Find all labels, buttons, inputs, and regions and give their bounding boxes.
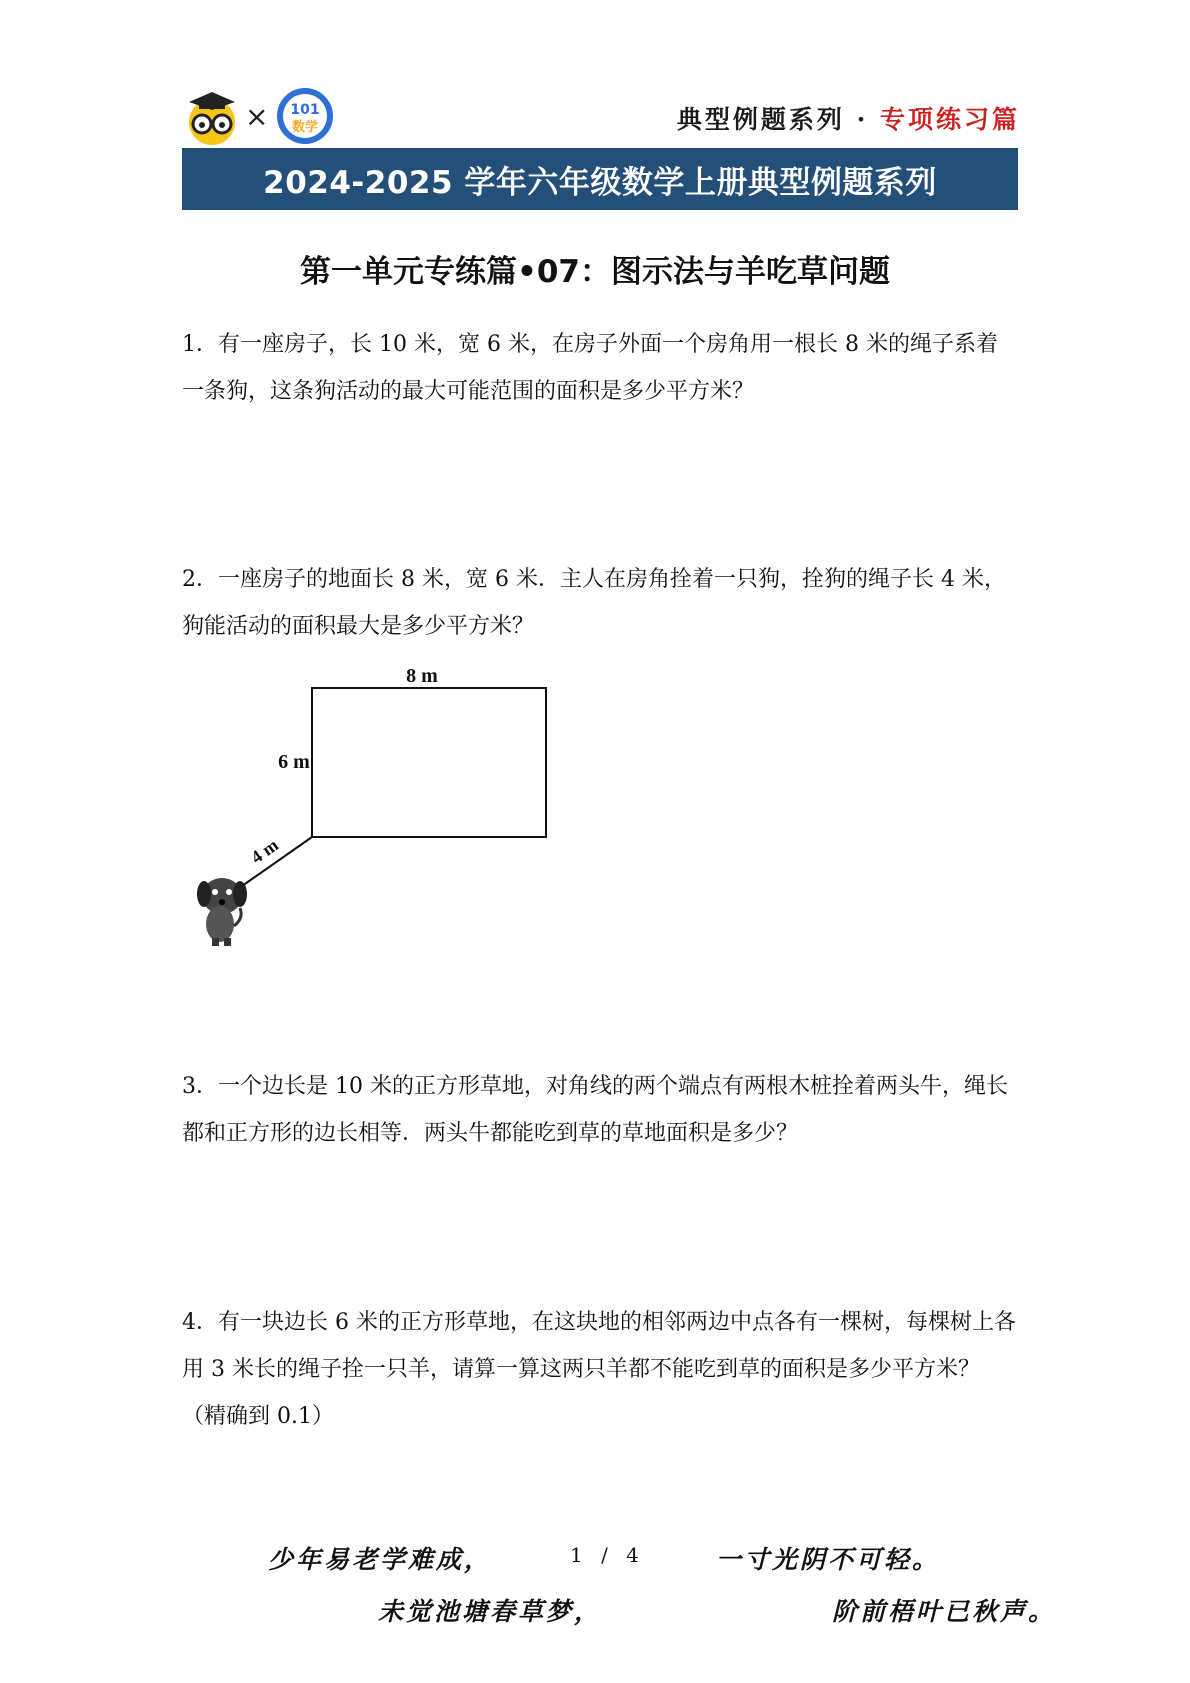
question-3: 3．一个边长是 10 米的正方形草地，对角线的两个端点有两根木桩拴着两头牛，绳长都和正方形的边长相等．两头牛都能吃到草的草地面积是多少？ bbox=[182, 1074, 1008, 1146]
question-4: 4．有一块边长 6 米的正方形草地，在这块地的相邻两边中点各有一棵树，每棵树上各用 3 米长的绳子拴一只羊，请算一算这两只羊都不能吃到草的面积是多少平方米？（精确到 0.1） bbox=[182, 1310, 1016, 1429]
series-banner: 2024-2025 学年六年级数学上册典型例题系列 bbox=[182, 148, 1018, 210]
owl-mascot-logo bbox=[183, 86, 241, 146]
rope-label: 4 m bbox=[247, 834, 282, 868]
question-1: 1．有一座房子，长 10 米，宽 6 米，在房子外面一个房角用一根长 8 米的绳子系着一条狗，这条狗活动的最大可能范围的面积是多少平方米？ bbox=[182, 332, 998, 404]
house-dog-figure bbox=[182, 668, 582, 958]
series-subtitle: 专项练习篇 bbox=[879, 105, 1020, 134]
series-tag bbox=[677, 100, 1020, 136]
logo-separator: × bbox=[245, 100, 269, 133]
math101-logo bbox=[275, 86, 335, 146]
logo-math-text: 数学 bbox=[291, 120, 319, 135]
question-2: 2．一座房子的地面长 8 米，宽 6 米．主人在房角拴着一只狗，拴狗的绳子长 4 米，狗能活动的面积最大是多少平方米？ bbox=[182, 567, 1006, 639]
logo-101-text: 101 bbox=[290, 102, 320, 118]
dog-icon bbox=[197, 878, 247, 946]
poem-line-1-right: 一寸光阴不可轻。 bbox=[716, 1545, 941, 1574]
page-title: 第一单元专练篇•07：图示法与羊吃草问题 bbox=[300, 254, 890, 290]
brand-logos bbox=[183, 86, 343, 146]
poem-line-2-right: 阶前梧叶已秋声。 bbox=[832, 1597, 1057, 1626]
series-name: 典型例题系列 · bbox=[676, 105, 880, 134]
poem-line-2-left: 未觉池塘春草梦， bbox=[378, 1597, 603, 1626]
width-label: 6 m bbox=[278, 751, 310, 773]
house-rectangle bbox=[312, 688, 546, 837]
page-number: 1 / 4 bbox=[570, 1543, 645, 1567]
length-label: 8 m bbox=[406, 668, 438, 687]
poem-line-1-left: 少年易老学难成， bbox=[268, 1545, 493, 1574]
